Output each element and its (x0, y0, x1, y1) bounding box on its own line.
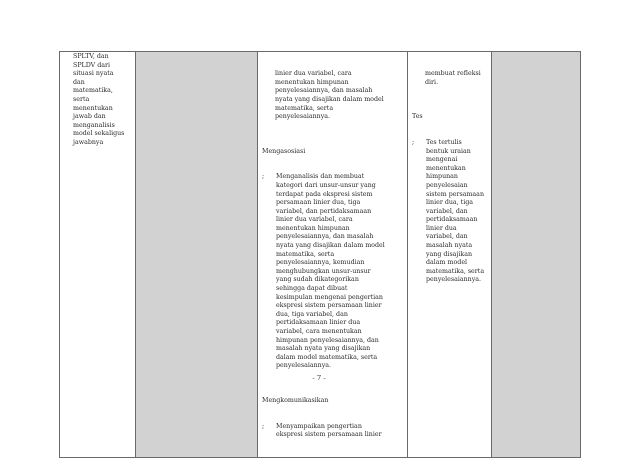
bullet-marker: ; (412, 138, 415, 146)
empty-source-cell (492, 52, 581, 458)
table-row (60, 52, 581, 458)
bullet-marker: ; (262, 173, 265, 181)
assessment-intro: membuat refleksi diri. (425, 70, 481, 86)
competency-text: SPLTV, dan SPLDV dari situasi nyata dan matematika, serta menentukan jawab dan menganalisis model sekaligus jawabnya (73, 53, 125, 146)
page-number: - 7 - (312, 374, 326, 382)
asosiasi-item (262, 173, 407, 371)
competency-cell (60, 52, 136, 458)
tes-item (412, 139, 491, 285)
tes-text: Tes tertulis bentuk uraian mengenai menentukan himpunan penyelesaian sistem persamaan linier dua, tiga variabel, dan pertidaksamaan linier dua variabel, dan masalah nyata yang disajikan dalam model matematika, serta penyelesaiannya. (426, 138, 485, 284)
bullet-marker: ; (262, 422, 265, 430)
komunikasi-item (262, 423, 407, 440)
komunikasi-text: Menyampaikan pengertian ekspresi sistem persamaan linier (276, 422, 382, 439)
assessment-cell (408, 52, 492, 458)
activity-intro: linier dua variabel, cara menentukan himpunan penyelesaiannya, dan masalah nyata yang disajikan dalam model matematika, serta penyelesaiannya. (275, 70, 384, 121)
content-table (59, 51, 581, 458)
activity-cell (258, 52, 408, 458)
asosiasi-heading: Mengasosiasi (262, 147, 306, 155)
tes-heading: Tes (412, 113, 423, 121)
komunikasi-heading: Mengkomunikasikan (262, 396, 329, 404)
asosiasi-text: Menganalisis dan membuat kategori dari unsur-unsur yang terdapat pada ekspresi sistem persamaan linier dua, tiga variabel, dan pertidaksamaan linier dua variabel, cara menentukan himpunan penyelesaiannya, dan masalah nyata yang disajikan dalam model matematika, serta penyelesaiannya, kemudian menghubungkan unsur-unsur yang sudah dikategorikan sehingga dapat dibuat kesimpulan mengenai pengertian ekspresi sistem persamaan linier dua, tiga variabel, dan pertidaksamaan linier dua variabel, cara menentukan himpunan penyelesaiannya, dan masalah nyata yang disajikan dalam model matematika, serta penyelesaiannya. (276, 173, 385, 370)
empty-material-cell (136, 52, 258, 458)
